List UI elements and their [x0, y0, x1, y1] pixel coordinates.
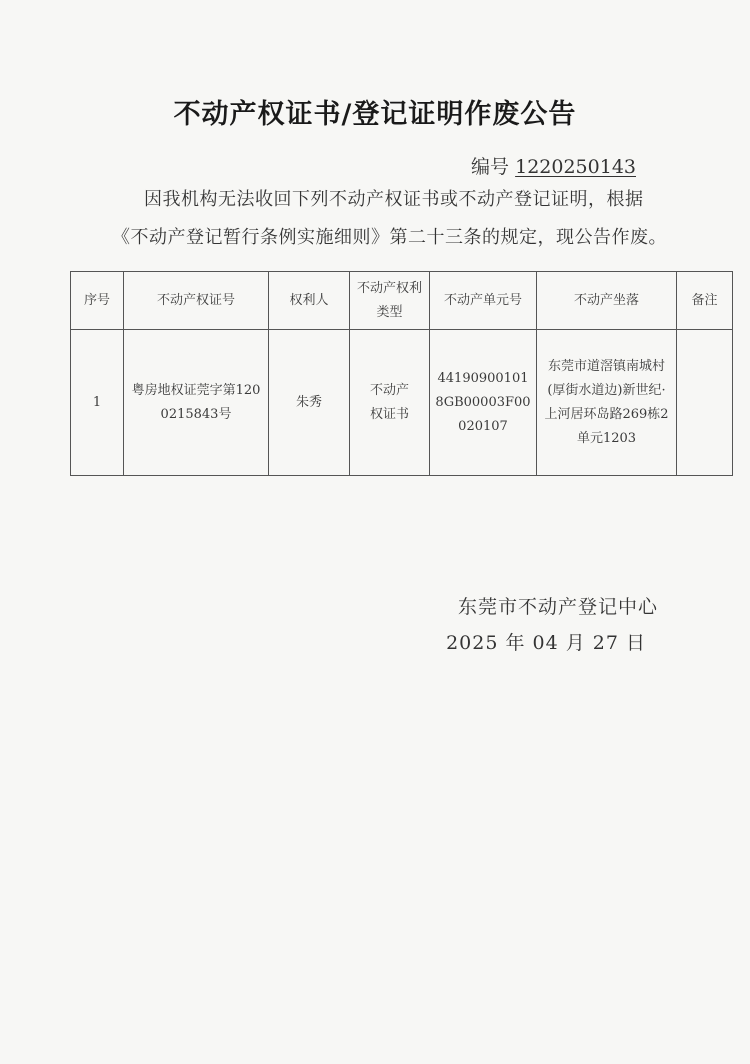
header-remark: 备注: [677, 272, 733, 330]
body-line-1: 因我机构无法收回下列不动产权证书或不动产登记证明，根据: [144, 189, 644, 210]
issue-date: 2025 年 04 月 27 日: [446, 632, 646, 654]
cell-remark: [677, 330, 733, 476]
header-cert-no: 不动产权证号: [124, 272, 269, 330]
issuing-organization: 东莞市不动产登记中心: [457, 596, 658, 618]
void-certificate-table: [70, 271, 733, 476]
cell-seq: 1: [71, 330, 124, 476]
document-number-value: 1220250143: [515, 156, 636, 178]
header-unit-no: 不动产单元号: [430, 272, 537, 330]
header-holder: 权利人: [269, 272, 350, 330]
table-header-row: [71, 272, 733, 330]
header-right-type: 不动产权利类型: [350, 272, 430, 330]
table-row: [71, 330, 733, 476]
header-seq: 序号: [71, 272, 124, 330]
page-title: 不动产权证书/登记证明作废公告: [173, 99, 577, 130]
cell-right-type: 不动产权证书: [350, 330, 430, 476]
document-number-label: 编号: [471, 156, 510, 178]
announcement-body: [112, 181, 672, 257]
cell-unit-no: 441909001018GB00003F00020107: [430, 330, 537, 476]
document-number: [471, 152, 636, 179]
body-line-2: 《不动产登记暂行条例实施细则》第二十三条的规定，现公告作废。: [112, 227, 667, 248]
header-location: 不动产坐落: [537, 272, 677, 330]
cell-holder: 朱秀: [269, 330, 350, 476]
cell-cert-no: 粤房地权证莞字第1200215843号: [124, 330, 269, 476]
cell-location: 东莞市道滘镇南城村(厚街水道边)新世纪·上河居环岛路269栋2单元1203: [537, 330, 677, 476]
